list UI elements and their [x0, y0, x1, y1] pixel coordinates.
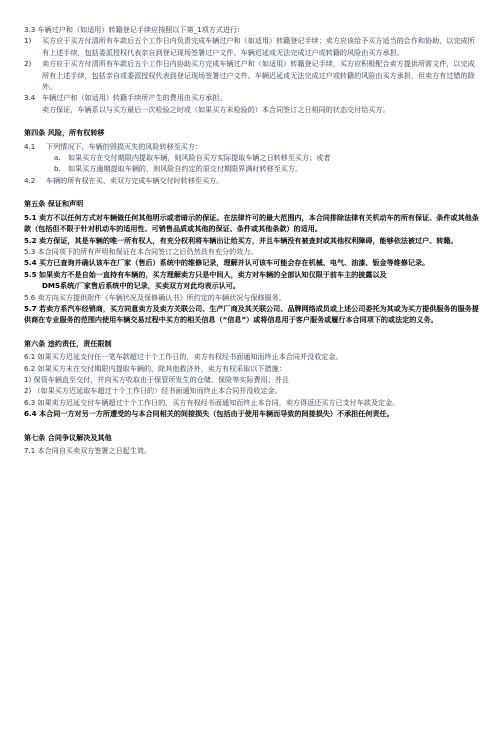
clause-3-3-option-1 — [24, 35, 480, 58]
clause-5-5: 5.5 如果卖方不是自始一直持有车辆的，买方理解卖方只是中间人，卖方对车辆的全部认知仅限于前车主的披露以及 — [24, 269, 387, 279]
clause-6-2-item-1: 1) 保管车辆直至交付，并向买方收取由于保管所发生的仓储、保险等实际费用；并且 — [24, 374, 289, 384]
clause-3-4-continuation: 卖方保证，车辆系以与买方最后一次检验之时或（如果买方未检验的）本合同签订之日相同的状态交付给买方。 — [42, 104, 390, 114]
clause-5-3: 5.3 本合同项下的所有声明和保证在本合同签订之后仍然具有充分的效力。 — [24, 246, 258, 256]
option-number: 2) — [24, 59, 32, 69]
clause-6-2: 6.2 如果买方未在交付期限内提取车辆的，除其他救济外，卖方有权采取以下措施： — [24, 363, 286, 373]
contract-page — [24, 24, 480, 456]
clause-5-4: 5.4 买方已查询并确认该车在厂家（售后）系统中的维修记录，理解并认可该车可能会存在机械、电气、油漆、钣金等维修记录。 — [24, 258, 430, 268]
clause-3-3: 3.3 车辆过户和（如适用）转籍登记手续应按照以下第_1项方式进行: — [24, 25, 240, 34]
clause-text: 车辆的所有权在买、卖双方完成车辆交付时转移至买方。 — [46, 175, 224, 185]
sub-item-letter: a. — [54, 153, 61, 163]
clause-4-1 — [24, 141, 480, 152]
clause-text: 车辆过户和（如适用）转籍手续所产生的费用由买方承担。 — [42, 93, 227, 103]
sub-item-text: 如果买方在交付期限内提取车辆，则风险自买方实际提取车辆之日转移至买方；或者 — [68, 153, 331, 163]
clause-5-7: 5.7 若卖方系汽车经销商，买方同意卖方及卖方关联公司、生产厂商及其关联公司、品牌网络成员或上述公司委托为其或为买方提供服务的服务提供商在专业服务的范围内使用车辆交易过程中买方的相关信息（“信息”）或将信息用于客户服务或履行本合同项下的或法定的义务。 — [24, 303, 479, 325]
clause-6-2-item-2: 2) （如果买方迟延取车超过十个工作日的）经书面通知而终止本合同并没收定金。 — [24, 386, 282, 396]
clause-number: 4.1 — [24, 141, 36, 151]
option-number: 1) — [24, 36, 32, 46]
clause-5-1: 5.1 卖方不以任何方式对车辆做任何其他明示或者暗示的保证。在法律许可的最大范围内，本合同排除法律有关机动车的所有保证、条件或其他条款（包括但不限于针对机动车的适用性、可销售品质或其他的保证、条件或其他条款）的适用。 — [24, 212, 479, 234]
clause-5-5-continuation: DMS系统/厂家售后系统中的记录，买卖双方对此均表示认可。 — [42, 281, 240, 291]
clause-7-1: 7.1 本合同自买卖双方签署之日起生效。 — [24, 446, 152, 455]
clause-6-3: 6.3 如果卖方迟延交付车辆超过十个工作日的，买方有权经书面通知而终止本合同，卖方得返还买方已支付车款及定金。 — [24, 397, 400, 407]
option-text: 买方应于买方付清所有车款后五个工作日内负责完成车辆过户和（如适用）转籍登记手续；卖方应该给予买方适当的合作和协助，以完成所有上述手续，包括委派授权代表亲自到登记现场签署过户文件。车辆迟延或无法完成过户或转籍的风险由买方承担。 — [42, 36, 475, 57]
clause-5-6: 5.6 卖方向买方提供附件《车辆状况及保修确认书》所约定的车辆状况与保修服务。 — [24, 292, 286, 302]
sub-item-text: 如果买方逾期提取车辆的，则风险自约定的原交付期限界满时转移至买方。 — [68, 164, 303, 174]
clause-number: 3.4 — [24, 93, 36, 103]
clause-3-3-option-2 — [24, 58, 480, 92]
clause-5-2: 5.2 卖方保证，其是车辆的唯一所有权人，有充分权利将车辆出让给买方，并且车辆没有被查封或其他权利障碍，能够依法被过户、转籍。 — [24, 235, 458, 245]
clause-3-4 — [24, 92, 480, 103]
clause-6-1: 6.1 如果买方迟延支付任一笔车款超过十个工作日的，卖方有权经书面通知而终止本合同并没收定金。 — [24, 352, 343, 362]
clause-6-4: 6.4 本合同一方对另一方所遭受的与本合同相关的间接损失（包括由于使用车辆而导致的间接损失）不承担任何责任。 — [24, 409, 394, 419]
section-7-title: 第七条 合同争议解决及其他 — [24, 432, 112, 442]
clause-number: 4.2 — [24, 175, 36, 185]
clause-4-2 — [24, 175, 480, 186]
clause-4-1-b — [24, 163, 480, 174]
clause-text: 下列情况下，车辆的毁损灭失的风险转移至买方： — [46, 141, 203, 151]
section-4-title: 第四条 风险，所有权转移 — [24, 128, 105, 138]
clause-4-1-a — [24, 152, 480, 163]
section-6-title: 第六条 违约责任，责任限制 — [24, 338, 112, 348]
sub-item-letter: b. — [54, 164, 61, 174]
section-5-title: 第五条 保证和声明 — [24, 199, 84, 209]
option-text: 卖方应于买方付清所有车款后五个工作日内协助买方完成车辆过户和（如适用）转籍登记手续，买方应积极配合卖方提供所需文件，以完成所有上述手续，包括亲自或委派授权代表到登记现场签署过户文件。车辆迟延或无法完成过户或转籍的风险由买方承担，但卖方有过错的除外。 — [42, 59, 475, 92]
